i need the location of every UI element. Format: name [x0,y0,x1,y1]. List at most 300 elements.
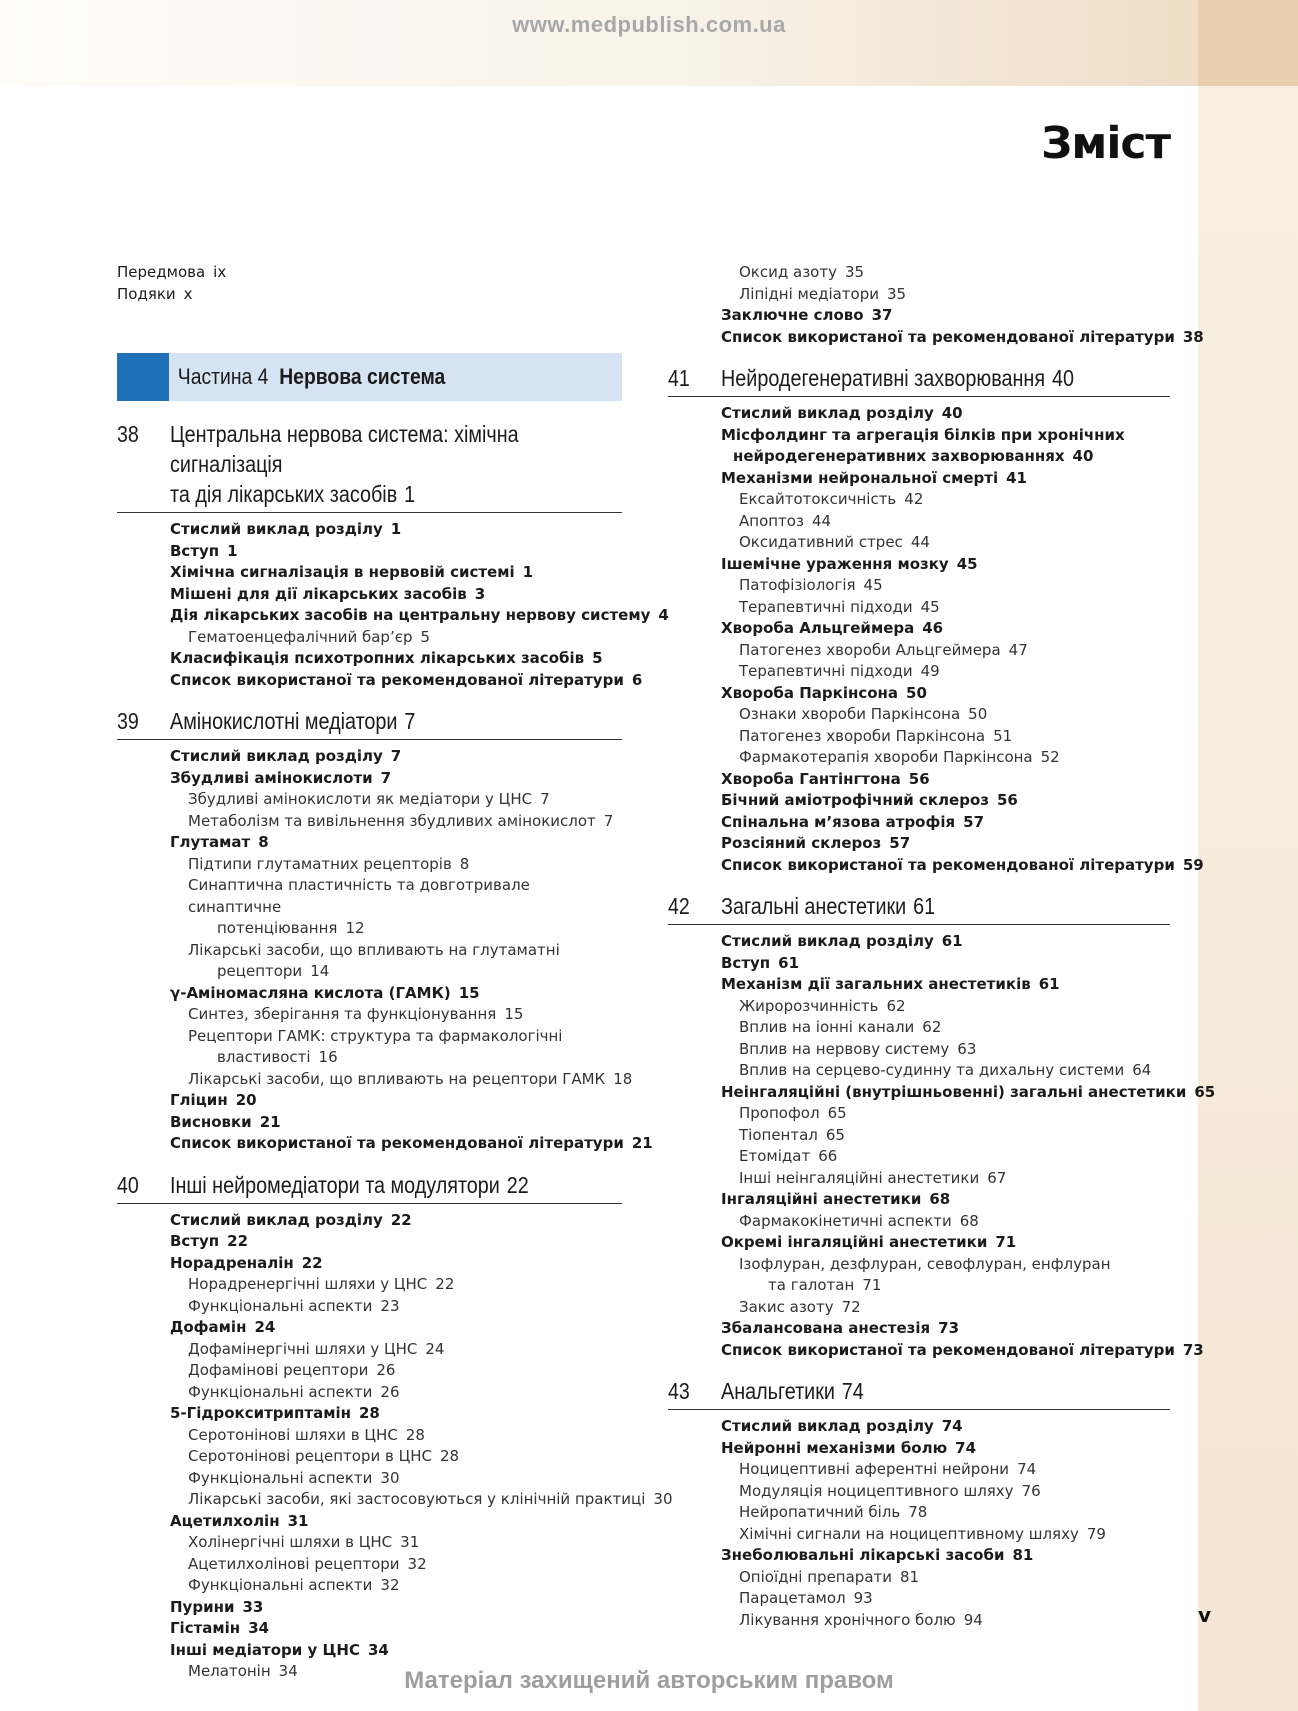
entry-page-number: 61 [778,953,800,972]
toc-subsection-entry[interactable] [668,262,1170,284]
entry-page-number: 7 [390,747,402,765]
entry-page-number: 30 [380,1468,400,1487]
entry-page-number: 74 [1017,1460,1037,1478]
entry-label: Інші медіатори у ЦНС [170,1640,360,1659]
toc-subsection-entry[interactable] [668,1017,1170,1039]
toc-subsection-entry[interactable] [668,575,1170,597]
entry-page-number: 1 [227,541,238,560]
entry-page-number: 31 [400,1533,420,1551]
entry-page-number: 64 [1132,1061,1152,1079]
entry-label: Механізм дії загальних анестетиків [721,975,1031,993]
entry-label: Дофамінергічні шляхи у ЦНС [188,1339,418,1358]
entry-page-number: 73 [938,1319,960,1337]
front-matter-item[interactable]: Передмова ix [117,263,227,281]
entry-label: Ішемічне ураження мозку [721,554,949,573]
entry-page-number: 61 [941,932,963,950]
toc-subsection-entry[interactable] [668,640,1170,662]
toc-section-entry[interactable] [668,554,1170,576]
entry-label: Ліпідні медіатори [739,284,879,303]
entry-label: Серотонінові шляхи в ЦНС [188,1425,398,1444]
toc-section-entry[interactable] [117,584,622,606]
entry-label: Бічний аміотрофічний склероз [721,791,989,809]
entry-page-number: 8 [459,854,470,873]
entry-page-number: 78 [908,1503,928,1521]
entry-label: Нейронні механізми болю [721,1438,948,1457]
entry-label: Інгаляційні анестетики [721,1190,922,1208]
entry-label: Список використаної та рекомендованої літератури [721,327,1175,346]
entry-page-number: 57 [963,812,985,831]
chapter-heading[interactable] [668,363,1170,397]
part-banner [117,353,622,401]
entry-label: Хвороба Альцгеймера [721,619,915,637]
toc-right-column [668,262,1216,1646]
entry-label: Норадренергічні шляхи у ЦНС [188,1275,428,1293]
chapter-number: 42 [668,893,690,919]
chapter-number: 38 [117,421,139,447]
entry-page-number: 15 [458,983,480,1002]
entry-label: Закис азоту [739,1297,834,1316]
toc-subsection-entry[interactable] [117,1425,622,1447]
entry-page-number: 40 [941,404,963,422]
entry-label: Хвороба Гантінгтона [721,769,901,788]
entry-label: Ознаки хвороби Паркінсона [739,705,961,723]
entry-label: Лікарські засоби, які застосовуються у клінічній практиці [188,1490,646,1508]
toc-subsection-entry[interactable] [668,1524,1170,1546]
entry-label: Список використаної та рекомендованої літератури [170,1134,624,1152]
entry-page-number: 12 [345,919,365,937]
toc-subsection-entry[interactable] [668,1588,1170,1610]
entry-label: Функціональні аспекти [188,1576,373,1594]
entry-page-number: 35 [887,284,907,303]
entry-label: Дофамін [170,1318,247,1336]
toc-subsection-entry[interactable] [668,704,1170,726]
toc-subsection-entry[interactable] [117,1446,622,1468]
toc-subsection-entry[interactable] [117,1069,633,1091]
toc-subsection-entry[interactable] [668,532,1170,554]
toc-subsection-entry[interactable] [117,1489,673,1511]
front-matter-item[interactable]: Подяки x [117,284,193,303]
toc-subsection-entry[interactable] [668,1125,1170,1147]
entry-page-number: 61 [1038,975,1060,993]
entry-page-number: 1 [522,563,534,581]
entry-label: Опіоїдні препарати [739,1567,892,1586]
toc-section-entry[interactable] [117,1090,622,1112]
toc-section-entry[interactable] [117,768,622,790]
entry-label: Збалансована анестезія [721,1319,931,1337]
toc-section-entry[interactable] [668,953,1170,975]
toc-subsection-entry[interactable] [117,1274,622,1296]
entry-page-number: 94 [963,1610,983,1629]
chapter-title: Інші нейромедіатори та модулятори 22 [170,1171,529,1198]
toc-section-entry[interactable] [668,812,1170,834]
toc-section-entry[interactable] [668,1545,1170,1567]
entry-page-number: 24 [425,1339,445,1358]
entry-label: Етомідат [739,1147,811,1165]
entry-label-continued: властивості 16 [217,1048,338,1066]
chapter-number: 39 [117,708,139,734]
entry-page-number: 45 [956,554,978,573]
entry-page-number: 38 [1182,327,1204,346]
entry-label: Висновки [170,1112,252,1131]
entry-label: Пропофол [739,1104,820,1122]
entry-label: Окремі інгаляційні анестетики [721,1233,988,1251]
entry-label: Стислий виклад розділу [170,520,383,538]
entry-page-number: 31 [287,1511,309,1530]
toc-section-entry[interactable] [117,1618,622,1640]
entry-page-number: 56 [908,769,930,788]
entry-label-continued: рецептори 14 [217,962,330,980]
toc-subsection-entry[interactable] [668,1610,1170,1632]
toc-section-entry[interactable] [668,683,1170,705]
entry-page-number: 22 [435,1275,455,1293]
entry-label: Стислий виклад розділу [170,747,383,765]
entry-label-continued: нейродегенеративних захворюваннях 40 [733,447,1094,465]
entry-label: Хімічна сигналізація в нервовій системі [170,563,515,581]
toc-section-entry[interactable] [668,1082,1216,1104]
chapter-number: 43 [668,1378,690,1404]
entry-label: Жиророзчинність [739,996,879,1015]
entry-page-number: 28 [359,1404,380,1422]
entry-page-number: 44 [910,533,930,551]
chapter-title: Нейродегенеративні захворювання 40 [721,365,1074,391]
entry-page-number: 1 [390,520,402,538]
entry-page-number: 57 [889,834,911,852]
toc-subsection-entry[interactable] [668,996,1170,1018]
entry-label: Класифікація психотропних лікарських засобів [170,649,585,667]
entry-page-number: 4 [658,606,669,624]
entry-label: Патогенез хвороби Альцгеймера [739,640,1001,659]
entry-label: Знеболювальні лікарські засоби [721,1546,1005,1564]
entry-page-number: 22 [301,1253,323,1272]
publisher-url[interactable]: www.medpublish.com.ua [512,12,786,37]
chapter-block [668,1376,1170,1631]
entry-label: Модуляція ноцицептивного шляху [739,1481,1014,1500]
entry-label: Вступ [170,541,220,560]
entry-label: γ-Аміномасляна кислота (ГАМК) [170,983,451,1002]
entry-page-number: 81 [900,1567,920,1586]
toc-section-entry[interactable] [668,425,1170,468]
entry-page-number: 66 [818,1147,838,1165]
toc-section-entry[interactable] [117,541,622,563]
toc-subsection-entry[interactable] [668,1146,1170,1168]
entry-page-number: 6 [631,670,643,689]
entry-page-number: 46 [922,619,944,637]
entry-page-number: 14 [310,962,330,980]
toc-section-entry[interactable] [668,1189,1170,1211]
entry-label: Парацетамол [739,1589,846,1607]
entry-label: Вплив на нервову систему [739,1039,950,1058]
toc-subsection-entry[interactable] [668,1211,1170,1233]
entry-label: Ацетилхолінові рецептори [188,1554,400,1573]
entry-page-number: 21 [259,1112,281,1131]
entry-page-number: 71 [862,1276,882,1294]
entry-label: Тіопентал [739,1125,818,1144]
entry-page-number: 26 [380,1382,400,1401]
entry-label: Ацетилхолін [170,1511,280,1530]
toc-section-entry[interactable] [668,327,1204,349]
toc-subsection-entry[interactable] [668,1297,1170,1319]
entry-page-number: 50 [906,683,927,702]
entry-page-number: 65 [827,1104,847,1122]
toc-section-entry[interactable] [117,648,622,670]
chapter-number: 40 [117,1171,139,1198]
entry-label: Вплив на іонні канали [739,1018,915,1036]
entry-label: Фармакокінетичні аспекти [739,1211,952,1230]
entry-label: Патогенез хвороби Паркінсона [739,726,986,745]
entry-page-number: 20 [235,1091,257,1109]
entry-label-continued: потенціювання 12 [217,919,365,937]
toc-section-entry[interactable] [668,833,1170,855]
entry-page-number: 32 [380,1576,400,1594]
toc-section-entry[interactable] [117,1597,622,1619]
entry-label: Патофізіологія [739,576,856,594]
toc-section-entry[interactable] [117,1112,622,1134]
entry-label: Місфолдинг та агрегація білків при хронічних [721,425,1125,444]
entry-label: Збудливі амінокислоти як медіатори у ЦНС [188,790,533,808]
toc-subsection-entry[interactable] [668,1481,1170,1503]
toc-section-entry[interactable] [668,468,1170,490]
entry-page-number: 68 [929,1190,951,1208]
entry-page-number: 35 [844,263,865,281]
entry-label: Список використаної та рекомендованої літератури [721,855,1175,874]
toc-section-entry[interactable] [117,519,622,541]
entry-label: Функціональні аспекти [188,1296,373,1315]
toc-subsection-entry[interactable] [117,1532,622,1554]
entry-label: Холінергічні шляхи в ЦНС [188,1533,393,1551]
chapter-heading[interactable] [117,419,622,513]
entry-label: Заключне слово [721,306,864,324]
entry-label: Ноцицептивні аферентні нейрони [739,1460,1010,1478]
part-color-swatch [117,353,169,401]
toc-section-entry[interactable] [668,974,1170,996]
entry-label: Список використаної та рекомендованої літератури [170,670,624,689]
entry-label: Гематоенцефалічний бар’єр [188,627,413,646]
toc-subsection-entry[interactable] [117,627,622,649]
toc-subsection-entry[interactable] [668,284,1170,306]
entry-page-number: 15 [504,1005,524,1023]
toc-section-entry[interactable] [117,605,669,627]
continued-entries [668,262,1204,348]
toc-section-entry[interactable] [117,1640,622,1662]
toc-section-entry[interactable] [117,670,643,692]
entry-label: Стислий виклад розділу [721,404,934,422]
entry-page-number: 44 [811,511,832,530]
entry-label: Гістамін [170,1619,241,1637]
toc-section-entry[interactable] [117,983,622,1005]
entry-page-number: 76 [1021,1481,1041,1500]
toc-subsection-entry[interactable] [668,747,1170,769]
entry-label: Лікарські засоби, що впливають на рецептори ГАМК [188,1069,606,1088]
entry-page-number: 21 [631,1134,653,1152]
entry-page-number: 23 [380,1296,400,1315]
entry-label: Спінальна м’язова атрофія [721,812,956,831]
entry-page-number: 28 [440,1447,460,1465]
chapter-heading[interactable] [668,891,1170,925]
entry-page-number: 24 [254,1318,276,1336]
entry-label: Збудливі амінокислоти [170,768,373,787]
entry-label: 5-Гідрокситриптамін [170,1404,351,1422]
toc-section-entry[interactable] [668,305,1170,327]
entry-page-number: 37 [871,306,893,324]
toc-section-entry[interactable] [117,1210,622,1232]
entry-page-number: 49 [920,662,940,680]
entry-label: Оксидативний стрес [739,533,903,551]
entry-page-number: 52 [1040,748,1060,766]
entry-label: Мішені для дії лікарських засобів [170,584,467,603]
entry-label: Стислий виклад розділу [721,932,934,950]
entry-label: Фармакотерапія хвороби Паркінсона [739,748,1033,766]
entry-page-number: 45 [863,576,883,594]
entry-label: Підтипи глутаматних рецепторів [188,854,452,873]
toc-subsection-entry[interactable] [117,811,622,833]
entry-label: Дія лікарських засобів на центральну нервову систему [170,606,651,624]
toc-section-entry[interactable] [117,832,622,854]
entry-page-number: 93 [853,1589,873,1607]
toc-section-entry[interactable] [117,746,622,768]
entry-page-number: 65 [1194,1082,1216,1101]
chapter-title: Амінокислотні медіатори 7 [170,708,416,734]
toc-section-entry[interactable] [117,1403,622,1425]
entry-label: Стислий виклад розділу [170,1210,383,1229]
entry-label: Терапевтичні підходи [739,662,913,680]
chapter-heading[interactable] [117,706,622,740]
entry-page-number: 59 [1182,855,1204,874]
toc-section-entry[interactable] [668,769,1170,791]
chapter-title: Центральна нервова система: хімічна сигналізація та дія лікарських засобів 1 [170,421,519,507]
toc-section-entry[interactable] [117,1231,622,1253]
toc-section-entry[interactable] [117,1511,622,1533]
entry-page-number: 34 [368,1640,389,1659]
entry-page-number: 3 [474,584,486,603]
toc-subsection-entry[interactable] [668,1502,1170,1524]
toc-subsection-entry[interactable] [117,1554,622,1576]
toc-subsection-entry[interactable] [117,1296,622,1318]
toc-subsection-entry[interactable] [117,1468,622,1490]
entry-label: Глутамат [170,833,251,851]
toc-section-entry[interactable] [668,1318,1170,1340]
entry-page-number: 65 [825,1125,845,1144]
entry-label: Рецептори ГАМК: структура та фармакологічні [188,1026,563,1045]
toc-subsection-entry[interactable] [668,489,1170,511]
toc-section-entry[interactable] [117,1133,653,1155]
chapter-title: Анальгетики 74 [721,1378,864,1404]
entry-page-number: 41 [1006,468,1027,487]
side-stripe [1198,86,1298,1711]
toc-section-entry[interactable] [668,855,1204,877]
entry-label: Апоптоз [739,511,804,530]
toc-subsection-entry[interactable] [117,789,622,811]
entry-label: Синтез, зберігання та функціонування [188,1005,497,1023]
toc-section-entry[interactable] [668,1232,1170,1254]
entry-page-number: 68 [959,1211,979,1230]
entry-page-number: 7 [603,811,614,830]
entry-label: Список використаної та рекомендованої літератури [721,1340,1175,1359]
entry-page-number: 42 [904,490,924,508]
entry-page-number: 74 [941,1417,963,1435]
entry-page-number: 51 [993,726,1013,745]
entry-page-number: 16 [318,1048,338,1066]
entry-page-number: 7 [380,768,392,787]
entry-label: Метаболізм та вивільнення збудливих амінокислот [188,811,596,830]
entry-page-number: 81 [1012,1546,1034,1564]
right-chapters [668,363,1216,1631]
toc-subsection-entry[interactable] [117,1382,622,1404]
entry-page-number: 5 [592,649,603,667]
toc-subsection-entry[interactable] [668,1060,1170,1082]
entry-label: Синаптична пластичність та довготривале синаптичне [188,876,530,916]
toc-subsection-entry[interactable] [668,1168,1170,1190]
toc-subsection-entry[interactable] [117,1339,622,1361]
toc-subsection-entry[interactable] [668,726,1170,748]
entry-page-number: 62 [922,1018,942,1036]
toc-subsection-entry[interactable] [117,1575,622,1597]
entry-page-number: 74 [955,1438,977,1457]
entry-page-number: 33 [242,1597,264,1616]
toc-subsection-entry[interactable] [117,875,622,940]
entry-page-number: 30 [653,1490,673,1508]
front-matter [117,262,622,305]
entry-page-number: 26 [376,1361,396,1379]
toc-subsection-entry[interactable] [668,1254,1170,1297]
toc-section-entry[interactable] [117,562,622,584]
chapter-title: Загальні анестетики 61 [721,893,936,919]
toc-section-entry[interactable] [668,1416,1170,1438]
toc-subsection-entry[interactable] [117,1026,622,1069]
part-title: Частина 4 Нервова система [177,364,446,389]
entry-page-number: 18 [613,1069,633,1088]
toc-subsection-entry[interactable] [668,1103,1170,1125]
chapter-number: 41 [668,365,690,391]
entry-label: Норадреналін [170,1253,294,1272]
chapter-heading[interactable] [668,1376,1170,1410]
entry-label: Розсіяний склероз [721,834,882,852]
page-title: Зміст [1041,118,1170,169]
toc-subsection-entry[interactable] [668,1039,1170,1061]
entry-page-number: 34 [248,1619,270,1637]
chapter-block [668,891,1216,1361]
toc-subsection-entry[interactable] [117,1004,622,1026]
toc-subsection-entry[interactable] [117,1360,622,1382]
entry-label: Дофамінові рецептори [188,1361,369,1379]
entry-page-number: 34 [278,1662,298,1680]
toc-section-entry[interactable] [668,790,1170,812]
entry-page-number: 40 [1072,447,1094,465]
entry-page-number: 56 [996,791,1018,809]
chapter-block [117,706,653,1155]
toc-section-entry[interactable] [668,618,1170,640]
entry-page-number: 62 [886,996,906,1015]
toc-section-entry[interactable] [668,1438,1170,1460]
toc-section-entry[interactable] [117,1253,622,1275]
entry-label: Лікарські засоби, що впливають на глутаматні [188,940,560,959]
toc-subsection-entry[interactable] [668,661,1170,683]
toc-subsection-entry[interactable] [668,511,1170,533]
toc-section-entry[interactable] [668,1340,1204,1362]
chapter-heading[interactable] [117,1170,622,1204]
toc-subsection-entry[interactable] [668,1459,1170,1481]
toc-subsection-entry[interactable] [117,854,622,876]
entry-page-number: 67 [987,1168,1007,1187]
entry-label: Стислий виклад розділу [721,1417,934,1435]
toc-section-entry[interactable] [668,931,1170,953]
toc-section-entry[interactable] [668,403,1170,425]
toc-subsection-entry[interactable] [668,597,1170,619]
entry-label: Гліцин [170,1091,228,1109]
entry-label: Хвороба Паркінсона [721,683,899,702]
toc-subsection-entry[interactable] [668,1567,1170,1589]
toc-section-entry[interactable] [117,1317,622,1339]
toc-subsection-entry[interactable] [117,940,622,983]
